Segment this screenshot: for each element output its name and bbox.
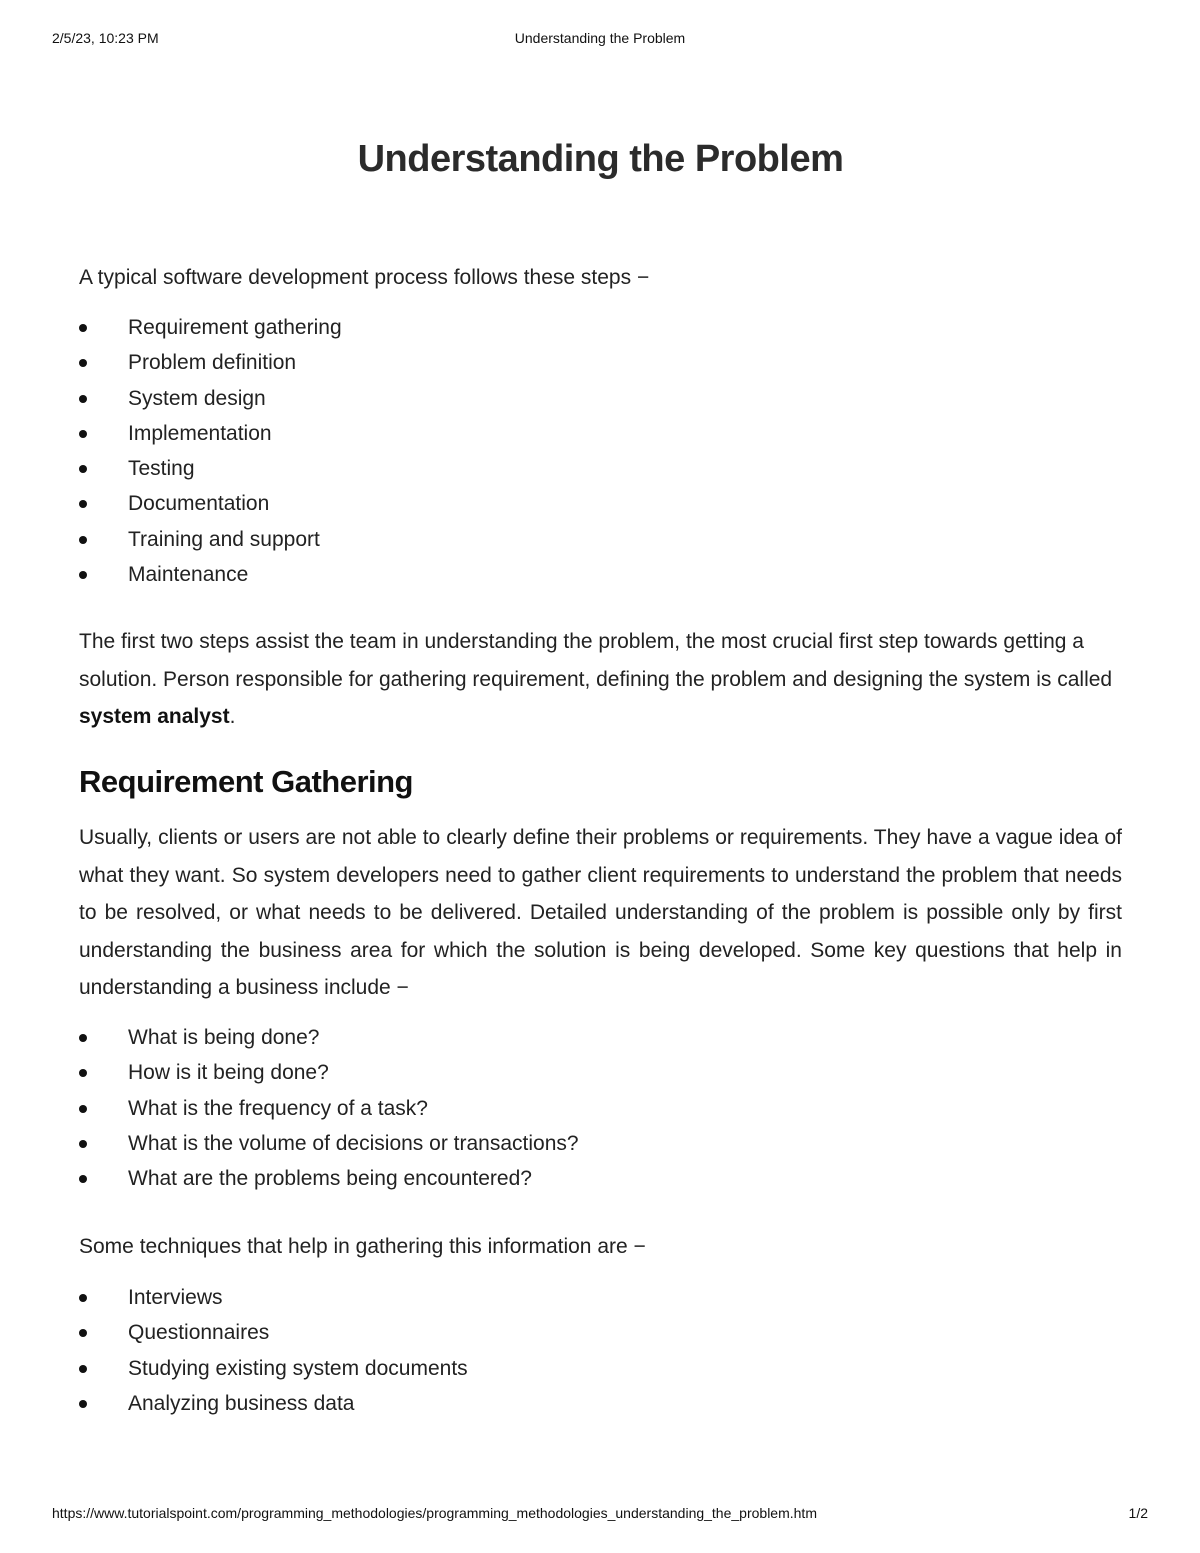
list-item-label: Requirement gathering (128, 316, 342, 339)
requirement-paragraph: Usually, clients or users are not able to clearly define their problems or requirements. They have a vague idea of what they want. So system developers need to gather client requirements to understand the problem that needs to be resolved, or what needs to be delivered. Detailed understanding of the problem is possible only by first understanding the business area for which the solution is being developed. Some key questions that help in understanding a business include − (79, 826, 1122, 999)
list-item (79, 486, 1122, 521)
bullet-icon (79, 1105, 87, 1113)
list-item-label: Studying existing system documents (128, 1356, 468, 1380)
list-item-label: What is the frequency of a task? (128, 1096, 428, 1120)
steps-list (79, 310, 1122, 592)
list-item (79, 1280, 1122, 1315)
bullet-icon (79, 571, 87, 579)
page-url: https://www.tutorialspoint.com/programming_methodologies/programming_methodologies_understanding_the_problem.htm (52, 1505, 817, 1521)
bullet-icon (79, 359, 87, 367)
list-item (79, 522, 1122, 557)
intro-paragraph: A typical software development process follows these steps − (79, 266, 650, 289)
print-footer (52, 1505, 1148, 1525)
bullet-icon (79, 1175, 87, 1183)
list-item-label: Problem definition (128, 351, 297, 375)
section-heading: Requirement Gathering (79, 764, 413, 799)
list-item (79, 451, 1122, 486)
bullet-icon (79, 1329, 87, 1337)
page-title: Understanding the Problem (357, 138, 844, 180)
analyst-term: system analyst (79, 705, 230, 728)
list-item-label: Maintenance (128, 563, 249, 587)
bullet-icon (79, 536, 87, 544)
list-item (79, 310, 1122, 345)
list-item (79, 1055, 1122, 1090)
list-item-label: Questionnaires (128, 1321, 270, 1345)
list-item (79, 1351, 1122, 1386)
bullet-icon (79, 500, 87, 508)
page-number: 1/2 (1128, 1505, 1148, 1521)
list-item-label: Training and support (128, 527, 320, 551)
list-item-label: System design (128, 386, 266, 410)
list-item-label: Implementation (128, 421, 272, 445)
bullet-icon (79, 324, 87, 332)
list-item (79, 1161, 1122, 1196)
list-item (79, 416, 1122, 451)
list-item-label: What is the volume of decisions or transactions? (128, 1131, 579, 1155)
print-page-title: Understanding the Problem (514, 30, 686, 46)
bullet-icon (79, 1365, 87, 1373)
list-item (79, 345, 1122, 380)
bullet-icon (79, 395, 87, 403)
list-item (79, 1315, 1122, 1350)
list-item (79, 381, 1122, 416)
list-item-label: What is being done? (128, 1026, 320, 1049)
list-item-label: What are the problems being encountered? (128, 1167, 532, 1191)
list-item-label: Analyzing business data (128, 1391, 355, 1415)
bullet-icon (79, 1069, 87, 1077)
list-item (79, 1386, 1122, 1421)
analyst-text: The first two steps assist the team in understanding the problem, the most crucial first step towards getting a solution. Person responsible for gathering requirement, defining the problem and designing the system is called (79, 630, 1113, 691)
bullet-icon (79, 1294, 87, 1302)
list-item (79, 1020, 1122, 1055)
list-item (79, 557, 1122, 592)
techniques-list (79, 1280, 1122, 1421)
list-item-label: Testing (128, 457, 195, 481)
list-item-label: Interviews (128, 1286, 223, 1309)
analyst-paragraph (79, 623, 1122, 736)
bullet-icon (79, 1140, 87, 1148)
list-item-label: How is it being done? (128, 1061, 329, 1085)
list-item-label: Documentation (128, 492, 270, 516)
list-item (79, 1091, 1122, 1126)
print-header (52, 30, 1148, 50)
analyst-text-end: . (229, 705, 236, 728)
bullet-icon (79, 1034, 87, 1042)
techniques-intro: Some techniques that help in gathering this information are − (79, 1235, 646, 1258)
bullet-icon (79, 430, 87, 438)
bullet-icon (79, 1400, 87, 1408)
bullet-icon (79, 465, 87, 473)
list-item (79, 1126, 1122, 1161)
print-date: 2/5/23, 10:23 PM (52, 30, 159, 46)
questions-list (79, 1020, 1122, 1196)
